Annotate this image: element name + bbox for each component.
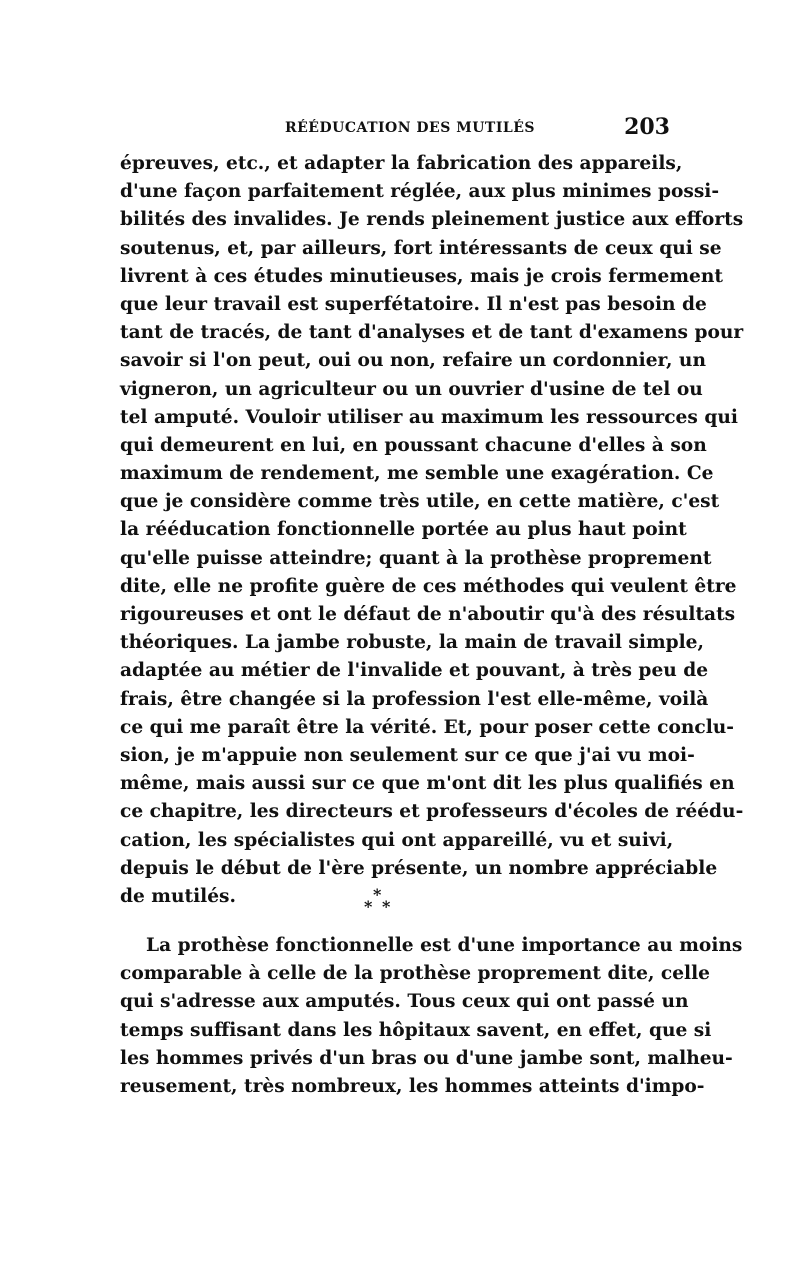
text-line: qu'elle puisse atteindre; quant à la prothèse proprement bbox=[120, 547, 712, 569]
page-number: 203 bbox=[624, 114, 670, 140]
text-line: rigoureuses et ont le défaut de n'aboutir qu'à des résultats bbox=[120, 604, 736, 625]
text-line: les hommes privés d'un bras ou d'une jambe sont, malheu- bbox=[120, 1047, 733, 1069]
text-line: bilités des invalides. Je rends pleinement justice aux efforts bbox=[120, 209, 744, 231]
text-line: dite, elle ne profite guère de ces méthodes qui veulent être bbox=[120, 575, 737, 597]
text-line: que leur travail est superfétatoire. Il n'est pas besoin de bbox=[120, 293, 707, 315]
text-line: maximum de rendement, me semble une exagération. Ce bbox=[120, 463, 714, 485]
text-line: que je considère comme très utile, en cette matière, c'est bbox=[120, 491, 720, 513]
text-line: adaptée au métier de l'invalide et pouvant, à très peu de bbox=[120, 660, 709, 682]
text-line: depuis le début de l'ère présente, un nombre appréciable bbox=[120, 857, 718, 879]
text-line: savoir si l'on peut, oui ou non, refaire un cordonnier, un bbox=[120, 350, 706, 372]
text-line: soutenus, et, par ailleurs, fort intéressants de ceux qui se bbox=[120, 237, 722, 259]
running-title: RÉÉDUCATION DES MUTILÉS bbox=[285, 120, 535, 136]
text-line: théoriques. La jambe robuste, la main de travail simple, bbox=[120, 632, 704, 654]
text-line: épreuves, etc., et adapter la fabrication des appareils, bbox=[120, 153, 683, 174]
paragraph-1 bbox=[120, 150, 744, 911]
text-line: vigneron, un agriculteur ou un ouvrier d'usine de tel ou bbox=[120, 378, 703, 400]
text-line: de mutilés. bbox=[120, 885, 236, 907]
text-line: temps suffisant dans les hôpitaux savent, en effet, que si bbox=[120, 1019, 712, 1041]
text-line: tel amputé. Vouloir utiliser au maximum les ressources qui bbox=[120, 406, 738, 428]
text-line: livrent à ces études minutieuses, mais je crois fermement bbox=[120, 265, 723, 287]
text-line: reusement, très nombreux, les hommes atteints d'impo- bbox=[120, 1075, 705, 1097]
text-line: ce qui me paraît être la vérité. Et, pour poser cette conclu- bbox=[120, 716, 735, 738]
text-line: d'une façon parfaitement réglée, aux plus minimes possi- bbox=[120, 181, 720, 203]
text-line: La prothèse fonctionnelle est d'une importance au moins bbox=[146, 935, 743, 956]
text-line: comparable à celle de la prothèse proprement dite, celle bbox=[120, 963, 711, 985]
text-line: tant de tracés, de tant d'analyses et de tant d'examens pour bbox=[120, 322, 744, 344]
text-line: même, mais aussi sur ce que m'ont dit les plus qualifiés en bbox=[120, 773, 735, 795]
text-line: frais, être changée si la profession l'est elle-même, voilà bbox=[120, 688, 709, 710]
text-line: cation, les spécialistes qui ont appareillé, vu et suivi, bbox=[120, 829, 674, 851]
asterism-separator: * * * bbox=[364, 885, 391, 916]
text-line: sion, je m'appuie non seulement sur ce que j'ai vu moi- bbox=[120, 744, 695, 766]
text-line: qui demeurent en lui, en poussant chacune d'elles à son bbox=[120, 434, 707, 456]
text-line: qui s'adresse aux amputés. Tous ceux qui ont passé un bbox=[120, 991, 689, 1013]
paragraph-2 bbox=[120, 932, 743, 1101]
text-line: ce chapitre, les directeurs et professeurs d'écoles de réédu- bbox=[120, 801, 744, 823]
running-head bbox=[120, 114, 670, 144]
text-line: la rééducation fonctionnelle portée au plus haut point bbox=[120, 519, 687, 541]
